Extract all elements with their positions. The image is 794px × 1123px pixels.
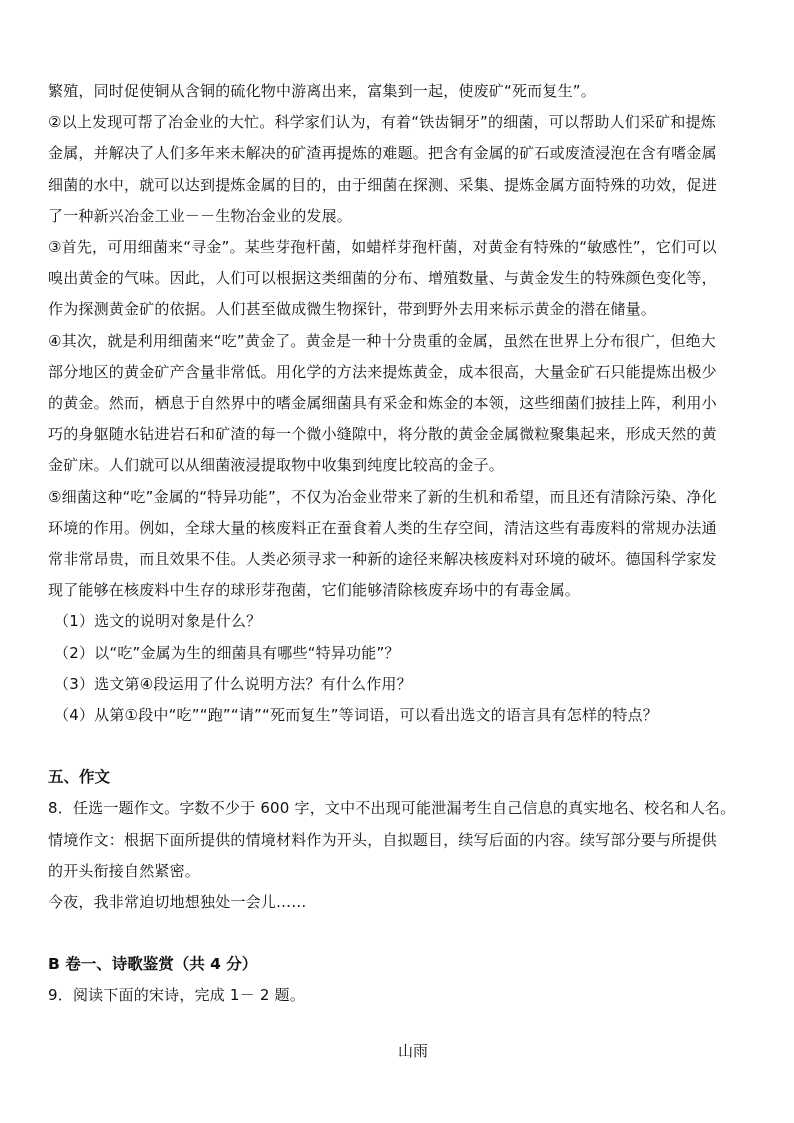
question-item: （2）以“吃”金属为生的细菌具有哪些“特异功能”？ — [54, 643, 400, 662]
passage-line: 金属，并解决了人们多年来未解决的矿渣再提炼的难题。把含有金属的矿石或废渣浸泡在含有嗜金属 — [48, 144, 717, 163]
reading-passage — [48, 76, 778, 606]
question-item: （3）选文第④段运用了什么说明方法？有什么作用？ — [54, 674, 412, 693]
composition-line: 今夜，我非常迫切地想独处一会儿…… — [48, 893, 307, 912]
exam-page — [48, 76, 778, 1067]
spacer — [48, 1012, 778, 1036]
composition-line: 8．任选一题作文。字数不少于 600 字，文中不出现可能泄漏考生自己信息的真实地名、校名和人名。 — [48, 799, 736, 818]
passage-line: 的黄金。然而，栖息于自然界中的嗜金属细菌具有采金和炼金的本领，这些细菌们披挂上阵，利用小 — [48, 394, 717, 413]
question-list — [48, 606, 778, 731]
passage-line: 嗅出黄金的气味。因此，人们可以根据这类细菌的分布、增殖数量、与黄金发生的特殊颜色变化等， — [48, 269, 717, 288]
poetry-instruction: 9．阅读下面的宋诗，完成 1－ 2 题。 — [48, 986, 305, 1005]
composition-section — [48, 762, 778, 918]
passage-line: ④其次，就是利用细菌来“吃”黄金了。黄金是一种十分贵重的金属，虽然在世界上分布很广，但绝大 — [48, 331, 716, 350]
question-item: （1）选文的说明对象是什么？ — [54, 612, 262, 631]
passage-line: 了一种新兴冶金工业－－生物冶金业的发展。 — [48, 206, 353, 225]
passage-line: ⑤细菌这种“吃”金属的“特异功能”，不仅为冶金业带来了新的生机和希望，而且还有清除污染、净化 — [48, 487, 717, 506]
passage-line: 环境的作用。例如，全球大量的核废料正在蚕食着人类的生存空间，清洁这些有毒废料的常规办法通 — [48, 518, 717, 537]
passage-line: ②以上发现可帮了冶金业的大忙。科学家们认为，有着“铁齿铜牙”的细菌，可以帮助人们采矿和提炼 — [48, 113, 716, 132]
composition-line: 情境作文：根据下面所提供的情境材料作为开头，自拟题目，续写后面的内容。续写部分要与所提供 — [48, 830, 717, 849]
passage-line: 部分地区的黄金矿产含量非常低。用化学的方法来提炼黄金，成本很高，大量金矿石只能提炼出极少 — [48, 362, 717, 381]
passage-line: 现了能够在核废料中生存的球形芽孢菌，它们能够清除核废弃场中的有毒金属。 — [48, 581, 581, 600]
section-heading: 五、作文 — [48, 768, 111, 787]
section-heading: B 卷一、诗歌鉴赏（共 4 分） — [48, 955, 258, 974]
passage-line: 金矿床。人们就可以从细菌液浸提取物中收集到纯度比较高的金子。 — [48, 456, 505, 475]
passage-line: 常非常昂贵，而且效果不佳。人类必须寻求一种新的途径来解决核废料对环境的破坏。德国科学家发 — [48, 550, 717, 569]
passage-line: 作为探测黄金矿的依据。人们甚至做成微生物探针，带到野外去用来标示黄金的潜在储量。 — [48, 300, 657, 319]
question-item: （4）从第①段中“吃”“跑”“请”“死而复生”等词语，可以看出选文的语言具有怎样的特点？ — [54, 706, 658, 725]
passage-line: 细菌的水中，就可以达到提炼金属的目的，由于细菌在探测、采集、提炼金属方面特殊的功效，促进 — [48, 175, 717, 194]
composition-line: 的开头衔接自然紧密。 — [48, 861, 201, 880]
passage-line: 繁殖，同时促使铜从含铜的硫化物中游离出来，富集到一起，使废矿“死而复生”。 — [48, 82, 596, 100]
poem-title: 山雨 — [397, 1041, 428, 1060]
passage-line: 巧的身躯随水钻进岩石和矿渣的每一个微小缝隙中，将分散的黄金金属微粒聚集起来，形成天然的黄 — [48, 425, 717, 444]
poetry-section — [48, 949, 778, 1067]
spacer — [48, 731, 778, 762]
spacer — [48, 918, 778, 949]
passage-line: ③首先，可用细菌来“寻金”。某些芽孢杆菌，如蜡样芽孢杆菌，对黄金有特殊的“敏感性”，它们可以 — [48, 238, 717, 257]
